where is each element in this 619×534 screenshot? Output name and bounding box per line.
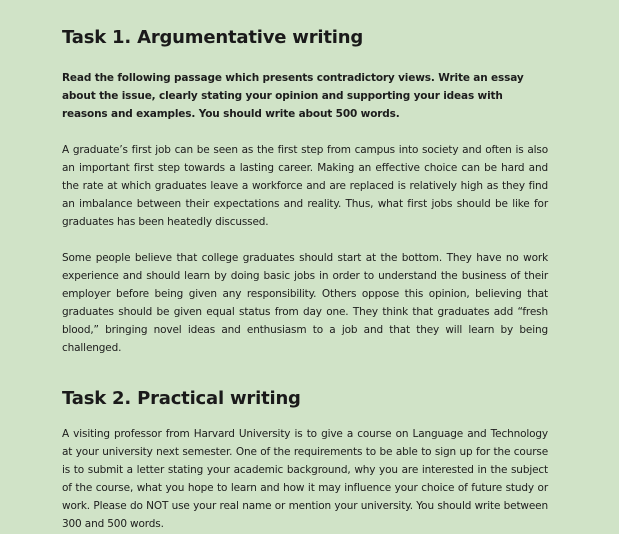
task1-paragraph-2: Some people believe that college graduates should start at the bottom. They have no work experience and should learn by doing basic jobs in order to understand the business of their employer before being given any responsibility. Others oppose this opinion, believing that graduates should be given equal status from day one. They think that graduates add “fresh blood,” bringing novel ideas and enthusiasm to a job and that they will learn by being challenged. bbox=[62, 252, 548, 354]
task1-instruction: Read the following passage which presents contradictory views. Write an essay about the issue, clearly stating your opinion and supporting your ideas with reasons and examples. You should write about 500 words. bbox=[62, 72, 524, 120]
task2-title: Task 2. Practical writing bbox=[62, 388, 301, 409]
task1-title: Task 1. Argumentative writing bbox=[62, 27, 364, 48]
task2-paragraph: A visiting professor from Harvard University is to give a course on Language and Technology at your university next semester. One of the requirements to be able to sign up for the course is to submit a letter stating your academic background, why you are interested in the subject of the course, what you hope to learn and how it may influence your choice of future study or work. Please do NOT use your real name or mention your university. You should write between 300 and 500 words. bbox=[62, 428, 548, 530]
task1-paragraph-1: A graduate’s first job can be seen as the first step from campus into society and often is also an important first step towards a lasting career. Making an effective choice can be hard and the rate at which graduates leave a workforce and are replaced is relatively high as they find an imbalance between their expectations and reality. Thus, what first jobs should be like for graduates has been heatedly discussed. bbox=[62, 144, 548, 228]
document-page bbox=[62, 27, 548, 533]
